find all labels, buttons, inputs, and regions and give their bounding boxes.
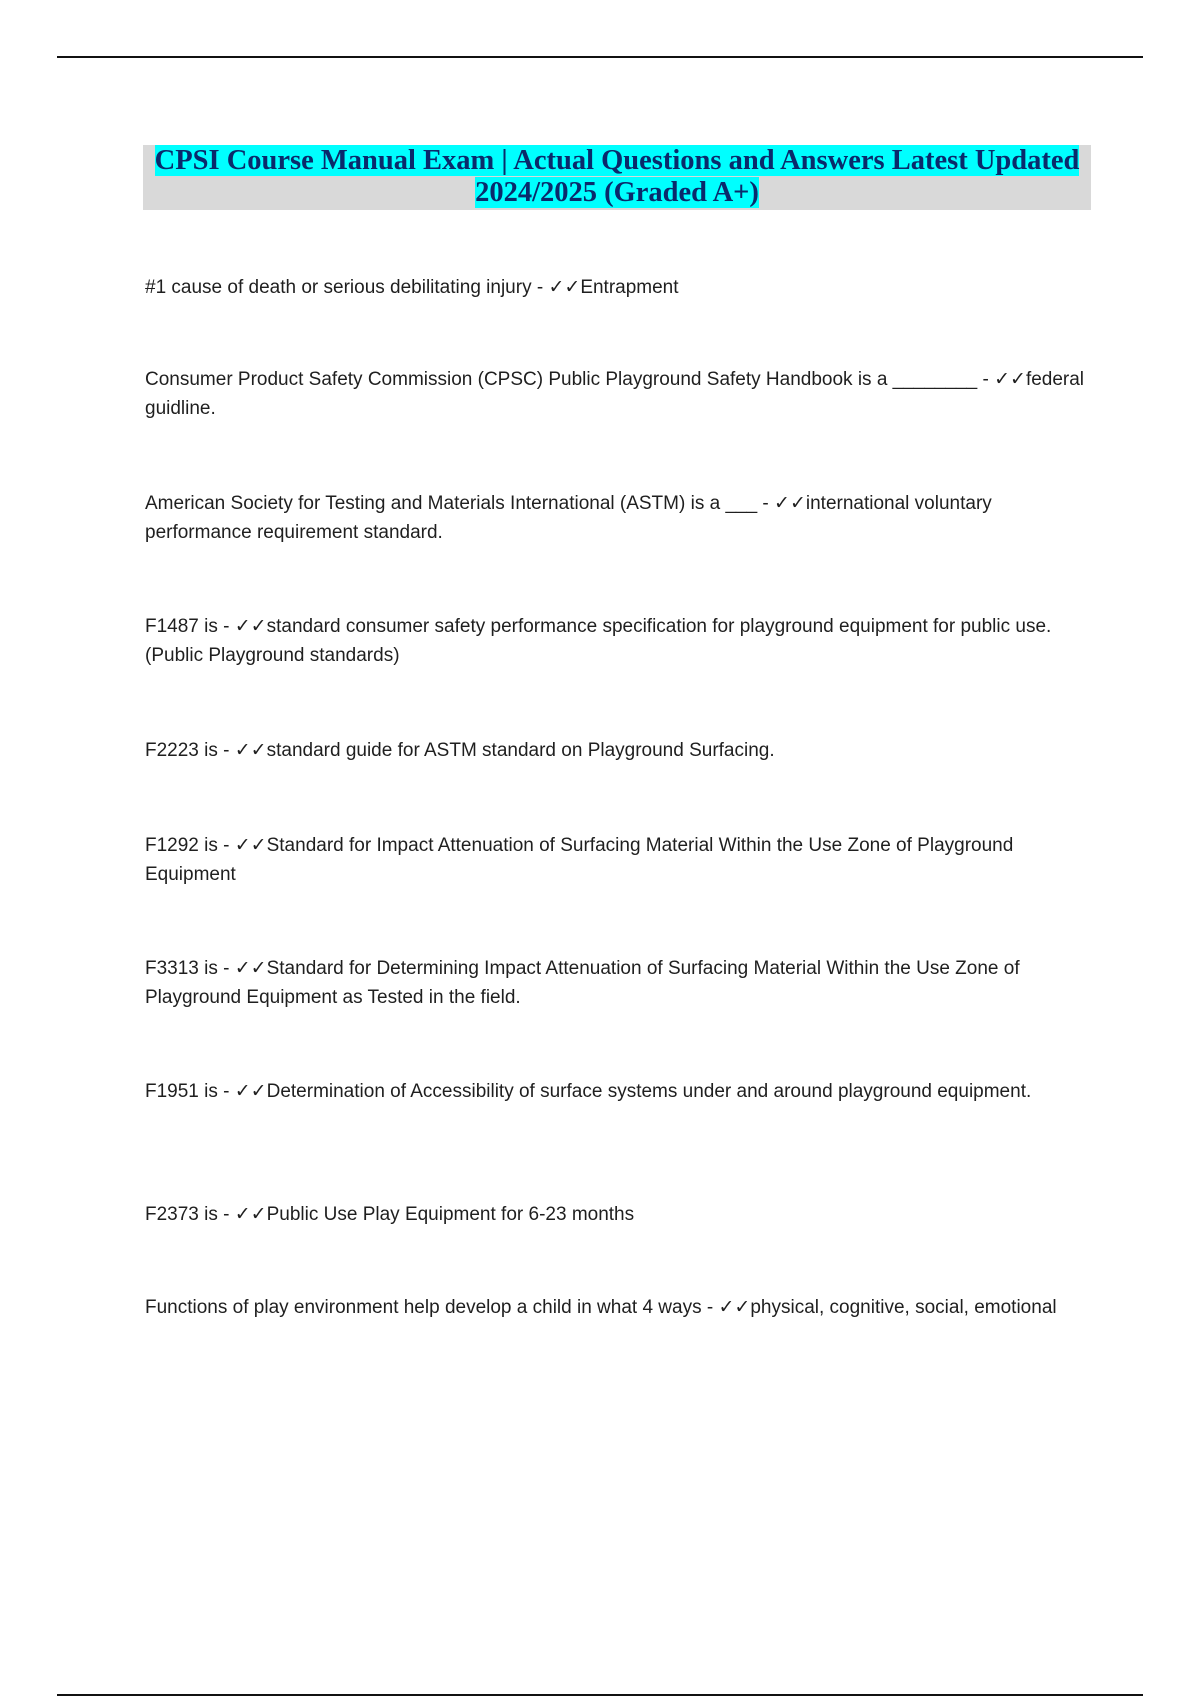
check-marks-icon: ✓✓: [234, 834, 267, 856]
answer-text: standard guide for ASTM standard on Playground Surfacing.: [266, 740, 775, 761]
check-marks-icon: ✓✓: [994, 368, 1026, 390]
answer-text: physical, cognitive, social, emotional: [750, 1297, 1057, 1318]
question-text: F1292 is: [145, 835, 218, 856]
question-text: F1487 is: [145, 616, 218, 637]
qa-item: [145, 365, 1085, 423]
answer-text: Determination of Accessibility of surface systems under and around playground equipment.: [266, 1081, 1032, 1102]
qa-item: [145, 1293, 1085, 1322]
answer-text: federal guidline.: [145, 369, 1085, 419]
title-line-2: 2024/2025 (Graded A+): [475, 177, 759, 208]
answer-text: Entrapment: [580, 277, 679, 298]
check-marks-icon: ✓✓: [234, 957, 267, 979]
check-marks-icon: ✓✓: [718, 1296, 751, 1318]
separator: -: [217, 1081, 235, 1102]
separator: -: [757, 493, 775, 514]
document-title: [143, 145, 1091, 210]
separator: -: [217, 835, 235, 856]
top-rule: [57, 56, 1143, 58]
question-text: Consumer Product Safety Commission (CPSC) Public Playground Safety Handbook is a ________: [145, 369, 978, 390]
qa-item: [145, 831, 1085, 889]
check-marks-icon: ✓✓: [234, 1203, 267, 1225]
qa-item: [145, 273, 1085, 302]
separator: -: [217, 616, 235, 637]
check-marks-icon: ✓✓: [774, 492, 806, 514]
answer-text: Public Use Play Equipment for 6-23 months: [266, 1204, 635, 1225]
check-marks-icon: ✓✓: [234, 1080, 267, 1102]
separator: -: [217, 1204, 235, 1225]
qa-item: [145, 489, 1085, 547]
title-line-1: CPSI Course Manual Exam | Actual Questions and Answers Latest Updated: [154, 145, 1080, 176]
qa-item: [145, 736, 1085, 765]
question-text: F3313 is: [145, 958, 218, 979]
question-text: F2223 is: [145, 740, 218, 761]
answer-text: standard consumer safety performance specification for playground equipment for public use. (Public Playground standards): [145, 616, 1052, 666]
separator: -: [217, 958, 235, 979]
answer-text: international voluntary performance requirement standard.: [145, 493, 992, 543]
question-text: #1 cause of death or serious debilitating injury: [145, 277, 532, 298]
separator: -: [701, 1297, 719, 1318]
question-text: American Society for Testing and Materials International (ASTM) is a ___: [145, 493, 758, 514]
question-text: F1951 is: [145, 1081, 218, 1102]
separator: -: [977, 369, 995, 390]
qa-item: [145, 612, 1085, 670]
question-text: Functions of play environment help develop a child in what 4 ways: [145, 1297, 702, 1318]
bottom-rule: [57, 1694, 1143, 1696]
answer-text: Standard for Determining Impact Attenuation of Surfacing Material Within the Use Zone of Playground Equipment as Tested in the field.: [145, 958, 1020, 1008]
check-marks-icon: ✓✓: [234, 615, 267, 637]
check-marks-icon: ✓✓: [548, 276, 581, 298]
qa-item: [145, 1200, 1085, 1229]
check-marks-icon: ✓✓: [234, 739, 267, 761]
qa-item: [145, 1077, 1085, 1106]
question-text: F2373 is: [145, 1204, 218, 1225]
qa-item: [145, 954, 1085, 1012]
separator: -: [531, 277, 549, 298]
answer-text: Standard for Impact Attenuation of Surfacing Material Within the Use Zone of Playground Equipment: [145, 835, 1014, 885]
separator: -: [217, 740, 235, 761]
